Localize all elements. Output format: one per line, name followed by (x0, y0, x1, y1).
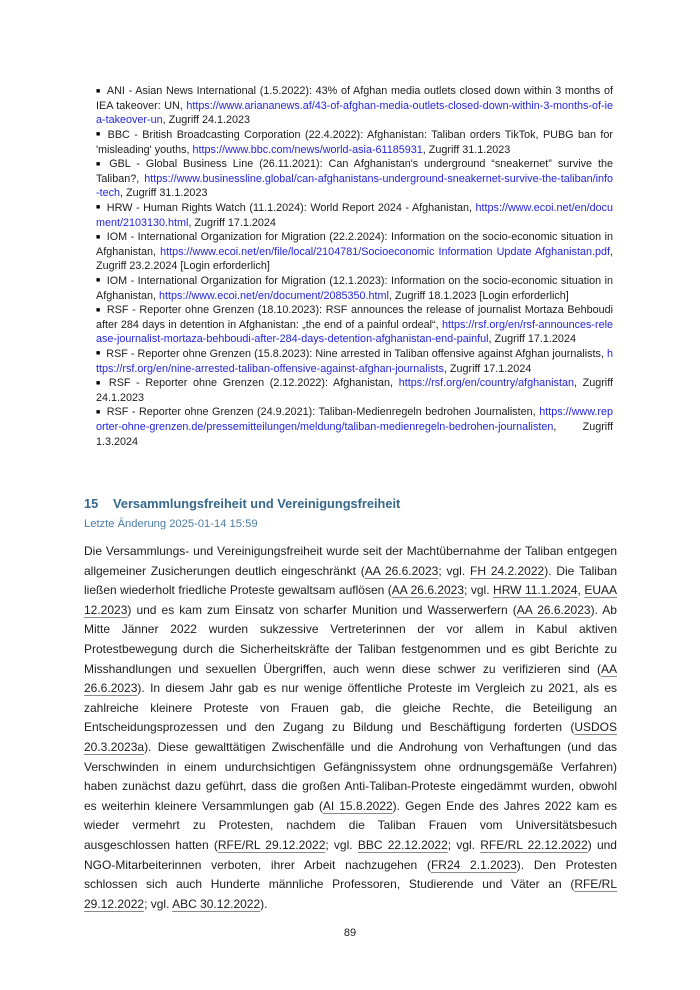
text-run: Die Versammlungs- und Vereinigungsfreiheit wurde seit der Machtübernahme der Taliban entgegen allgemeiner Zusicherungen deutlich eingeschränkt ( (84, 544, 617, 578)
bibliography-list (96, 84, 613, 449)
bullet-square-icon: ■ (96, 204, 101, 212)
citation-link[interactable]: AA 26.6.2023 (516, 602, 591, 617)
citation-link[interactable]: BBC 22.12.2022 (357, 837, 448, 852)
bullet-square-icon: ■ (96, 408, 101, 416)
bullet-square-icon: ■ (96, 131, 102, 139)
bullet-square-icon: ■ (96, 233, 101, 241)
bullet-square-icon: ■ (96, 160, 104, 168)
last-changed-note: Letzte Änderung 2025-01-14 15:59 (84, 518, 258, 530)
text-run: ). Die Taliban ließen wiederholt friedliche Proteste gewaltsam auflösen ( (84, 563, 617, 598)
text-run: ; vgl. (438, 563, 470, 578)
bibliography-entry (96, 157, 613, 201)
bibliography-entry (96, 201, 613, 230)
text-run: , Zugriff 31.1.2023 (120, 187, 208, 200)
text-run: , (577, 583, 585, 598)
text-run: ). Den Protesten schlossen sich auch Hunderte männliche Professoren, Studierende und Väter an ( (84, 857, 617, 892)
text-run: , Zugriff 18.1.2023 [Login erforderlich] (388, 289, 569, 302)
text-run: ; vgl. (325, 837, 358, 852)
section-title: Versammlungsfreiheit und Vereinigungsfreiheit (113, 496, 401, 511)
bibliography-entry (96, 84, 613, 128)
text-run: , Zugriff 1.3.2024 (96, 421, 613, 448)
url-link[interactable]: https://www.ecoi.net/en/file/local/2104781/Socioeconomic Information Update Afghanistan.pdf (160, 245, 610, 258)
text-run: ANI - Asian News International (1.5.2022): 43% of Afghan media outlets closed down within 3 months of IEA takeover: UN, (96, 85, 614, 112)
text-run: IOM - International Organization for Migration (22.2.2024): Information on the socio-economic situation in Afghanistan, (96, 231, 613, 258)
bullet-square-icon: ■ (96, 306, 101, 314)
citation-link[interactable]: AA 26.6.2023 (391, 583, 465, 598)
citation-link[interactable]: FR24 2.1.2023 (430, 857, 517, 872)
text-run: ; vgl. (447, 837, 481, 852)
citation-link[interactable]: USDOS 20.3.2023a (84, 720, 617, 754)
text-run: ) und NGO-Mitarbeiterinnen verboten, ihrer Arbeit nachzugehen ( (84, 837, 617, 872)
bullet-square-icon: ■ (96, 277, 101, 285)
text-run: , Zugriff 24.1.2023 (162, 114, 251, 127)
text-run: , Zugriff 24.1.2023 (96, 377, 614, 405)
text-run: , Zugriff 23.2.2024 [Login erforderlich] (96, 245, 613, 273)
text-run: RSF - Reporter ohne Grenzen (24.9.2021): Taliban-Medienregeln bedrohen Journalisten, (106, 406, 540, 419)
text-run: GBL - Global Business Line (26.11.2021): Can Afghanistan's underground “sneakernet” survive the Taliban?, (96, 158, 614, 185)
url-link[interactable]: https://www.ecoi.net/en/document/2103130.html (96, 201, 613, 229)
text-run: HRW - Human Rights Watch (11.1.2024): World Report 2024 - Afghanistan, (106, 201, 476, 214)
section-heading (84, 496, 400, 512)
text-run: ). Ab Mitte Jänner 2022 wurden sukzessive Vertreterinnen der vor allem in Kabul aktiven Protestbewegung durch die Sicherheitskräfte der Taliban festgenommen und es gibt Berichte zu Misshandlungen und sexuellen Übergriffen, auch wenn diese schwer zu verifizieren sind ( (84, 602, 617, 676)
text-run: ). Diese gewalttätigen Zwischenfälle und die Androhung von Verhaftungen (und das Verschwinden in einem undurchsichtigen Gefängnissystem ohne ordnungsgemäße Verfahren) haben zunächst dazu geführt, dass die großen Anti-Taliban-Proteste eingedämmt wurden, obwohl es weiterhin kleinere Versammlungen gab ( (84, 739, 617, 813)
text-run: ). (260, 896, 268, 911)
text-run: RSF - Reporter ohne Grenzen (15.8.2023): Nine arrested in Taliban offensive against Afghan journalists, (106, 347, 607, 360)
citation-link[interactable]: FH 24.2.2022 (470, 563, 545, 578)
body-paragraph (84, 542, 617, 914)
text-run: IOM - International Organization for Migration (12.1.2023): Information on the socio-economic situation in Afghanistan, (96, 274, 613, 302)
bullet-square-icon: ■ (96, 350, 101, 358)
section-number: 15 (84, 496, 99, 511)
page-number: 89 (343, 927, 357, 939)
citation-link[interactable]: AA 26.6.2023 (84, 661, 617, 696)
url-link[interactable]: https://www.businessline.global/can-afghanistans-underground-sneakernet-survive-the-taliban/info-tech (96, 172, 613, 200)
text-run: , Zugriff 17.1.2024 (188, 216, 276, 229)
text-run: , Zugriff 17.1.2024 (488, 333, 576, 346)
bibliography-entry (96, 347, 613, 376)
url-link[interactable]: https://rsf.org/en/nine-arrested-taliban-offensive-against-afghan-journalists (96, 347, 613, 375)
text-run: BBC - British Broadcasting Corporation (22.4.2022): Afghanistan: Taliban orders TikTok, PUBG ban for 'misleading' youths, (96, 128, 614, 156)
url-link[interactable]: https://www.bbc.com/news/world-asia-61185931 (192, 143, 423, 156)
text-run: ) und es kam zum Einsatz von scharfer Munition und Wasserwerfern ( (127, 602, 517, 617)
citation-link[interactable]: RFE/RL 22.12.2022 (480, 837, 588, 852)
bibliography-entry (96, 230, 613, 274)
text-run: , Zugriff 31.1.2023 (422, 143, 511, 156)
citation-link[interactable]: RFE/RL 29.12.2022 (84, 877, 617, 911)
text-run: ; vgl. (464, 583, 494, 598)
bibliography-entry (96, 376, 613, 405)
text-run: RSF - Reporter ohne Grenzen (18.10.2023): RSF announces the release of journalist Mortaza Behboudi after 284 days in detention in Afghanistan: „the end of a painful ordeal“, (96, 304, 613, 331)
text-run: ). In diesem Jahr gab es nur wenige öffentliche Proteste im Vergleich zu 2021, als es zahlreiche kleinere Proteste von Frauen gab, die gleiche Rechte, die Beteiligung an Entscheidungsprozessen und den Zugang zu Bildung und Beschäftigung forderten ( (84, 681, 617, 735)
text-run: ; vgl. (144, 896, 173, 911)
url-link[interactable]: https://rsf.org/en/country/afghanistan (398, 377, 574, 390)
text-run: RSF - Reporter ohne Grenzen (2.12.2022): Afghanistan, (108, 377, 399, 390)
bullet-square-icon: ■ (96, 87, 101, 95)
citation-link[interactable]: HRW 11.1.2024 (493, 583, 578, 598)
url-link[interactable]: https://rsf.org/en/rsf-announces-release-journalist-mortaza-behboudi-after-284-days-detention-afghanistan-end-painful (96, 319, 613, 346)
bullet-square-icon: ■ (96, 379, 103, 387)
citation-link[interactable]: AA 26.6.2023 (364, 563, 439, 578)
citation-link[interactable]: RFE/RL 29.12.2022 (217, 837, 326, 852)
citation-link[interactable]: ABC 30.12.2022 (172, 896, 261, 911)
text-run: , Zugriff 17.1.2024 (443, 362, 532, 375)
url-link[interactable]: https://www.reporter-ohne-grenzen.de/pressemitteilungen/meldung/taliban-medienregeln-bedrohen-journalisten (96, 406, 613, 434)
bibliography-entry (96, 303, 613, 347)
bibliography-entry (96, 405, 613, 449)
citation-link[interactable]: AI 15.8.2022 (322, 798, 393, 813)
bibliography-entry (96, 128, 613, 157)
url-link[interactable]: https://www.ecoi.net/en/document/2085350.html (159, 289, 389, 302)
text-run: ). Gegen Ende des Jahres 2022 kam es wieder vermehrt zu Protesten, nachdem die Taliban Frauen vom Universitätsbesuch ausgeschlossen hatten ( (84, 798, 617, 852)
citation-link[interactable]: EUAA 12.2023 (84, 583, 617, 617)
bibliography-entry (96, 274, 613, 303)
url-link[interactable]: https://www.ariananews.af/43-of-afghan-media-outlets-closed-down-within-3-months-of-iea-takeover-un (96, 99, 613, 127)
